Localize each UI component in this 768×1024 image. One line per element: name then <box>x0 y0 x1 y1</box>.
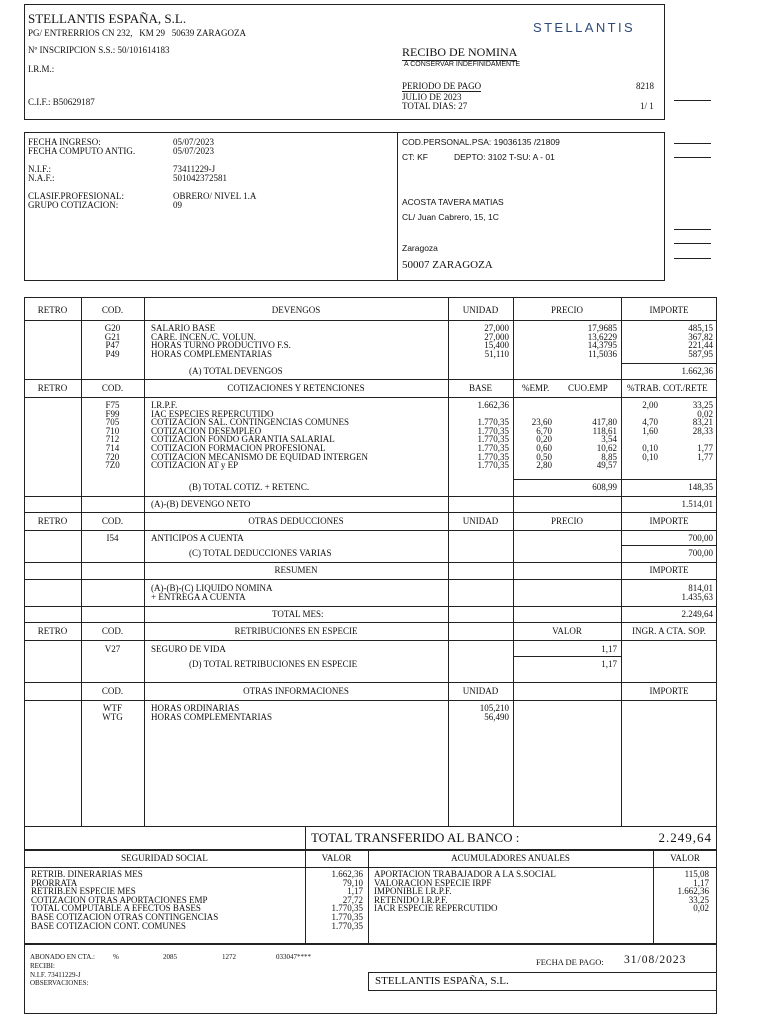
label-clasif: CLASIF.PROFESIONAL: <box>28 191 125 201</box>
table-row-cuo: 49,57 <box>596 460 617 471</box>
employee-postal: 50007 ZARAGOZA <box>402 259 493 271</box>
ded-h-concept: OTRAS DEDUCCIONES <box>248 516 344 526</box>
periodo-code: 8218 <box>636 81 654 91</box>
table-row-concept: HORAS ORDINARIAS <box>151 703 240 713</box>
employee-name: ACOSTA TAVERA MATIAS <box>402 197 504 207</box>
cot-concept-col <box>151 401 368 470</box>
table-row-cod: WTF <box>103 703 122 713</box>
liquido-value: 814,01 <box>688 583 713 593</box>
table-row-ptrab: 4,70 <box>642 417 658 428</box>
acum-row-label: RETENIDO I.R.P.F. <box>374 894 448 905</box>
table-row-base: 1.770,35 <box>477 417 509 428</box>
col-line <box>513 297 514 826</box>
table-row-cot: 0,02 <box>697 408 713 419</box>
table-row-cuo: 8,85 <box>601 451 617 462</box>
account-number: 033047**** <box>276 953 311 961</box>
table-row-base: 1.770,35 <box>477 425 509 436</box>
info-concept-col <box>151 704 272 721</box>
ss-row-label: COTIZACION OTRAS APORTACIONES EMP <box>31 894 208 905</box>
ded-h-importe: IMPORTE <box>649 516 689 526</box>
ss-row-label: PRORRATA <box>31 877 78 888</box>
table-row-cod: F99 <box>105 408 120 419</box>
entrega-label: + ENTREGA A CUENTA <box>151 592 246 602</box>
table-row-concept: COTIZACION DESEMPLEO <box>151 425 262 436</box>
cot-ptrab-col <box>621 401 658 470</box>
dev-unidad-col <box>448 324 509 358</box>
table-row-concept: CARE. INCEN./C. VOLUN. <box>151 331 256 342</box>
acum-row-label: APORTACION TRABAJADOR A LA S.SOCIAL <box>374 869 556 879</box>
total-mes: 2.249,64 <box>681 609 713 619</box>
dev-cod-col <box>81 324 144 358</box>
col-line <box>368 850 369 944</box>
pagina-number: 1/ 1 <box>640 101 654 111</box>
table-row-base: 1.770,35 <box>477 442 509 453</box>
total-devengos-label: (A) TOTAL DEVENGOS <box>189 366 283 376</box>
cot-base-col <box>448 401 509 470</box>
col-line <box>144 297 145 826</box>
table-row-cod: 714 <box>105 442 120 453</box>
ss-row-value: 1.770,35 <box>331 920 363 931</box>
table-row-pemp <box>513 401 552 410</box>
acum-row-value: 0,02 <box>693 903 709 914</box>
margin-mark <box>674 157 711 158</box>
total-especie-label: (D) TOTAL RETRIBUCIONES EN ESPECIE <box>189 659 358 669</box>
fecha-pago: 31/08/2023 <box>624 954 687 966</box>
table-row-precio: 11,5036 <box>588 348 617 359</box>
row-line <box>24 496 717 497</box>
table-row-unidad: 15,400 <box>484 340 509 351</box>
col-line <box>81 297 82 682</box>
devengo-neto-label: (A)-(B) DEVENGO NETO <box>151 499 251 509</box>
total-transferido: 2.249,64 <box>658 830 712 845</box>
acum-row-label: IACR ESPECIE REPERCUTIDO <box>374 903 498 914</box>
esp-h-ingr: INGR. A CTA. SOP. <box>632 626 706 636</box>
row-line <box>621 363 717 364</box>
dev-h-importe: IMPORTE <box>649 305 689 315</box>
table-row-ptrab: 2,00 <box>642 400 658 410</box>
ded-row-concept: ANTICIPOS A CUENTA <box>151 533 244 543</box>
row-line <box>513 479 717 480</box>
irm-label: I.R.M.: <box>28 64 55 74</box>
total-mes-label: TOTAL MES: <box>272 609 324 619</box>
table-row-cod: 720 <box>105 451 120 462</box>
entrega-value: 1.435,63 <box>681 592 713 602</box>
info-h-cod: COD. <box>101 686 124 696</box>
acum-row-value: 33,25 <box>688 894 709 905</box>
table-row-cod: 705 <box>105 417 120 428</box>
resumen-header: RESUMEN <box>274 565 318 575</box>
ss-row-label: RETRIB.EN ESPECIE MES <box>31 886 136 897</box>
table-row-concept: HORAS COMPLEMENTARIAS <box>151 711 273 722</box>
table-row-pemp: 2,80 <box>536 460 552 471</box>
margin-mark <box>674 243 711 244</box>
dev-h-retro: RETRO <box>37 305 68 315</box>
cot-cot-col <box>661 401 713 470</box>
employee-values <box>173 138 256 210</box>
table-row-concept: COTIZACION FONDO GARANTIA SALARIAL <box>151 434 335 445</box>
esp-h-valor: VALOR <box>552 626 582 636</box>
table-row-base: 1.770,35 <box>477 451 509 462</box>
col-line <box>81 682 82 826</box>
abonado-label: ABONADO EN CTA.: <box>30 953 95 961</box>
acum-header: ACUMULADORES ANUALES <box>451 853 570 863</box>
table-row-pemp: 6,70 <box>536 425 552 436</box>
cot-h-ptrab: %TRAB. <box>627 383 661 393</box>
row-line <box>24 640 717 641</box>
employee-city: Zaragoza <box>402 243 438 253</box>
table-row-concept: HORAS COMPLEMENTARIAS <box>151 348 273 359</box>
acum-labels <box>374 870 556 913</box>
table-row-cot: 83,21 <box>692 417 713 428</box>
value-clasif: OBRERO/ NIVEL 1.A <box>173 191 257 201</box>
label-naf: N.A.F.: <box>28 173 55 183</box>
table-row-importe: 367,82 <box>688 331 713 342</box>
acum-row-value: 1,17 <box>693 877 709 888</box>
info-h-unidad: UNIDAD <box>462 686 499 696</box>
table-row-unidad: 27,000 <box>484 323 509 333</box>
bank-code-1: 2085 <box>163 953 177 961</box>
table-row-concept: COTIZACION FORMACION PROFESIONAL <box>151 442 326 453</box>
ss-row-label: BASE COTIZACION OTRAS CONTINGENCIAS <box>31 911 219 922</box>
cod-personal: COD.PERSONAL.PSA: 19036135 /21809 <box>402 137 560 147</box>
ss-row-label: BASE COTIZACION CONT. COMUNES <box>31 920 186 931</box>
table-row-cod: 712 <box>105 434 120 445</box>
esp-row-valor: 1,17 <box>601 644 617 654</box>
acum-row-value: 115,08 <box>684 869 709 879</box>
recibo-subtitle: A CONSERVAR INDEFINIDAMENTE <box>404 61 521 68</box>
total-especie: 1,17 <box>601 659 617 669</box>
ss-row-label: TOTAL COMPUTABLE A EFECTOS BASES <box>31 903 201 914</box>
table-row-concept: HORAS TURNO PRODUCTIVO F.S. <box>151 340 291 351</box>
table-row-cod: 710 <box>105 425 120 436</box>
table-row-unidad: 27,000 <box>484 331 509 342</box>
table-row-cuo: 118,61 <box>592 425 617 436</box>
ss-row-value: 27,72 <box>342 894 363 905</box>
table-row-cuo: 417,80 <box>592 417 617 428</box>
table-row-precio: 13,6229 <box>587 331 617 342</box>
cot-h-cot: COT./RETE <box>663 383 708 393</box>
table-row-cuo: 3,54 <box>601 434 617 445</box>
periodo-label: PERIODO DE PAGO <box>402 81 482 91</box>
total-cotiz: 148,35 <box>688 482 713 492</box>
table-row-cod: 7Z0 <box>105 460 120 471</box>
table-row-cot <box>661 461 713 470</box>
info-h-importe: IMPORTE <box>649 686 689 696</box>
row-line <box>513 656 621 657</box>
dev-h-concept: DEVENGOS <box>271 305 321 315</box>
footer-nif: N.I.F. 73411229-J <box>30 971 81 979</box>
table-row-importe: 587,95 <box>688 348 713 359</box>
ss-labels <box>31 870 218 930</box>
label-grupo: GRUPO COTIZACION: <box>28 200 119 210</box>
inscripcion-ss: Nº INSCRIPCION S.S.: 50/101614183 <box>28 45 170 55</box>
esp-row-concept: SEGURO DE VIDA <box>151 644 226 654</box>
table-row-importe: 221,44 <box>688 340 713 351</box>
acum-values <box>653 870 709 913</box>
col-line <box>448 297 449 826</box>
departamento: DEPTO: 3102 T-SU: A - 01 <box>454 152 555 162</box>
row-line <box>24 606 717 607</box>
table-row-base: 1.770,35 <box>477 434 509 445</box>
cot-cuo-col <box>556 401 617 470</box>
fecha-pago-label: FECHA DE PAGO: <box>536 957 604 967</box>
row-line <box>24 530 717 531</box>
table-row-cot: 33,25 <box>692 400 713 410</box>
table-row-unidad: 105,210 <box>479 703 509 713</box>
table-row-importe: 485,15 <box>688 323 713 333</box>
table-row-unidad: 56,490 <box>484 711 509 722</box>
company-address: PG/ ENTRERRIOS CN 232, KM 29 50639 ZARAGOZA <box>28 28 247 38</box>
row-line <box>24 826 717 827</box>
ded-row-importe: 700,00 <box>688 533 713 543</box>
liquido-label: (A)-(B)-(C) LIQUIDO NOMINA <box>151 583 273 593</box>
esp-h-retro: RETRO <box>37 626 68 636</box>
table-row-concept: SALARIO BASE <box>151 323 216 333</box>
total-cotiz-label: (B) TOTAL COTIZ. + RETENC. <box>189 482 310 492</box>
margin-mark <box>674 229 711 230</box>
table-row-pemp: 0,20 <box>536 434 552 445</box>
dev-precio-col <box>513 324 617 358</box>
row-line <box>24 682 717 683</box>
logo-text: STELLANTIS <box>533 20 636 35</box>
table-row-cuo: 10,62 <box>596 442 617 453</box>
total-devengos: 1.662,36 <box>681 366 713 376</box>
ded-h-unidad: UNIDAD <box>462 516 499 526</box>
ss-row-value: 79,10 <box>342 877 363 888</box>
info-h-concept: OTRAS INFORMACIONES <box>243 686 349 696</box>
ss-row-value: 1.770,35 <box>331 903 363 914</box>
company-cif: C.I.F.: B50629187 <box>28 97 95 107</box>
row-line <box>24 562 717 563</box>
row-line <box>24 622 717 623</box>
row-line <box>24 397 717 398</box>
total-deducciones-label: (C) TOTAL DEDUCCIONES VARIAS <box>189 548 332 558</box>
label-fecha-computo: FECHA COMPUTO ANTIG. <box>28 146 136 156</box>
total-dias: TOTAL DIAS: 27 <box>402 101 468 111</box>
cot-pemp-col <box>513 401 552 470</box>
acum-valor-header: VALOR <box>670 853 700 863</box>
centro-trabajo: CT: KF <box>402 152 428 162</box>
margin-mark <box>674 100 711 101</box>
row-line <box>24 379 717 380</box>
table-row-concept: COTIZACION AT y EP <box>151 460 239 471</box>
value-nif: 73411229-J <box>173 164 216 174</box>
cot-h-base: BASE <box>468 383 492 393</box>
label-fecha-ingreso: FECHA INGRESO: <box>28 137 101 147</box>
table-row-ptrab: 1,60 <box>642 425 658 436</box>
esp-h-cod: COD. <box>101 626 124 636</box>
table-row-cod: P47 <box>105 340 120 351</box>
dev-concept-col <box>151 324 291 358</box>
table-row-base: 1.770,35 <box>477 460 509 471</box>
ss-row-value: 1.770,35 <box>331 911 363 922</box>
dev-h-unidad: UNIDAD <box>462 305 499 315</box>
cot-h-cuo: CUO.EMP <box>568 383 608 393</box>
table-row-concept: COTIZACION SAL. CONTINGENCIAS COMUNES <box>151 417 349 428</box>
table-row-concept: COTIZACION MECANISMO DE EQUIDAD INTERGEN <box>151 451 368 462</box>
acum-row-value: 1.662,36 <box>677 886 709 897</box>
table-row-unidad: 51,110 <box>484 348 509 359</box>
ded-h-retro: RETRO <box>37 516 68 526</box>
ss-valor-header: VALOR <box>321 853 352 863</box>
dev-h-precio: PRECIO <box>550 305 583 315</box>
employee-labels <box>28 138 135 210</box>
table-row-cot: 28,33 <box>692 425 713 436</box>
cot-h-retro: RETRO <box>37 383 68 393</box>
periodo-mes: JULIO DE 2023 <box>402 92 462 102</box>
margin-mark <box>674 258 711 259</box>
value-fecha-ingreso: 05/07/2023 <box>173 137 215 147</box>
row-line <box>24 579 717 580</box>
footer-company: STELLANTIS ESPAÑA, S.L. <box>375 975 509 987</box>
col-line <box>305 826 306 850</box>
employee-divider <box>397 132 398 281</box>
col-line <box>621 297 622 826</box>
ss-row-label: RETRIB. DINERARIAS MES <box>31 869 143 879</box>
table-row-pemp: 0,50 <box>536 451 552 462</box>
row-line <box>24 512 717 513</box>
table-row-cot: 1,77 <box>697 442 713 453</box>
ss-row-value: 1,17 <box>347 886 363 897</box>
ss-values <box>305 870 363 930</box>
recibo-title: RECIBO DE NOMINA <box>402 45 518 59</box>
cot-h-cod: COD. <box>101 383 124 393</box>
bank-code-2: 1272 <box>222 953 236 961</box>
table-row-pemp: 23,60 <box>531 417 552 428</box>
esp-row-cod: V27 <box>104 644 121 654</box>
table-row-precio: 17,9685 <box>587 323 617 333</box>
acum-row-label: IMPONIBLE I.R.P.F. <box>374 886 452 897</box>
cot-h-pemp: %EMP. <box>522 383 550 393</box>
table-row-pemp: 0,60 <box>536 442 552 453</box>
dev-h-cod: COD. <box>101 305 124 315</box>
esp-h-concept: RETRIBUCIONES EN ESPECIE <box>234 626 358 636</box>
table-row-cot: 1,77 <box>697 451 713 462</box>
table-row-base: 1.662,36 <box>477 400 509 410</box>
info-unidad-col <box>448 704 509 721</box>
table-row-ptrab: 0,10 <box>642 442 658 453</box>
acum-row-label: VALORACION ESPECIE IRPF <box>374 877 492 888</box>
label-nif: N.I.F.: <box>28 164 52 174</box>
observaciones-label: OBSERVACIONES: <box>30 979 89 987</box>
ded-h-precio: PRECIO <box>550 516 583 526</box>
recibi-label: RECIBI: <box>30 962 55 970</box>
ss-header: SEGURIDAD SOCIAL <box>121 853 208 863</box>
table-row-ptrab <box>621 461 658 470</box>
company-name: STELLANTIS ESPAÑA, S.L. <box>28 11 187 26</box>
row-line <box>621 545 717 546</box>
value-fecha-computo: 05/07/2023 <box>173 146 215 156</box>
employee-street: CL/ Juan Cabrero, 15, 1C <box>402 212 499 222</box>
devengo-neto: 1.514,01 <box>681 499 713 509</box>
table-row-cod: G20 <box>104 323 121 333</box>
cot-cod-col <box>81 401 144 470</box>
table-row-cod: WTG <box>102 711 123 722</box>
ded-h-cod: COD. <box>101 516 124 526</box>
ss-row-value: 1.662,36 <box>331 869 363 879</box>
cot-h-concept: COTIZACIONES Y RETENCIONES <box>227 383 365 393</box>
resumen-importe-header: IMPORTE <box>649 565 689 575</box>
total-deducciones: 700,00 <box>688 548 713 558</box>
dev-importe-col <box>621 324 713 358</box>
table-row-cod: G21 <box>104 331 121 342</box>
table-row-cuo <box>556 401 617 410</box>
value-grupo: 09 <box>173 200 182 210</box>
table-row-ptrab: 0,10 <box>642 451 658 462</box>
value-naf: 501042372581 <box>173 173 227 183</box>
total-transferido-label: TOTAL TRANSFERIDO AL BANCO : <box>311 830 520 845</box>
stellantis-logo <box>533 18 655 36</box>
table-row-concept: IAC ESPECIES REPERCUTIDO <box>151 408 274 419</box>
abonado-pct: % <box>113 953 119 961</box>
ded-row-cod: I54 <box>106 533 119 543</box>
info-cod-col <box>81 704 144 721</box>
margin-mark <box>674 143 711 144</box>
row-line <box>24 700 717 701</box>
logo-graphic <box>533 18 655 36</box>
row-line <box>24 867 717 868</box>
table-row-precio: 14,3795 <box>587 340 617 351</box>
table-row-cod: P49 <box>105 348 120 359</box>
total-cotiz-emp: 608,99 <box>592 482 617 492</box>
table-row-cod: F75 <box>105 400 120 410</box>
row-line <box>24 320 717 321</box>
table-row-concept: I.R.P.F. <box>151 400 178 410</box>
